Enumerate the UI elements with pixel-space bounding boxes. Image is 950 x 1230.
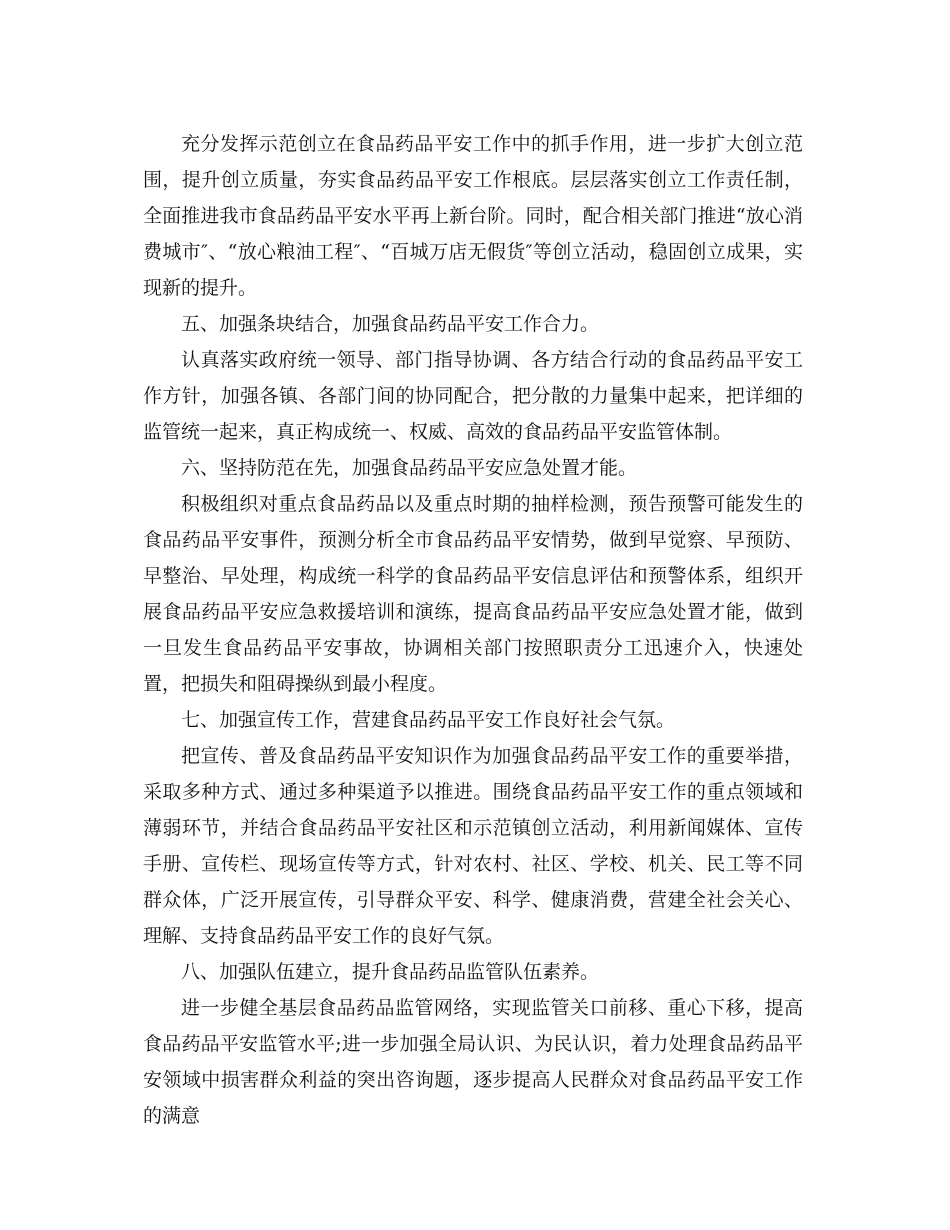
body-paragraph: 进一步健全基层食品药品监管网络，实现监管关口前移、重心下移，提高食品药品平安监管水平;进一步加强全局认识、为民认识，着力处理食品药品平安领域中损害群众利益的突出咨询题，逐步提高人民群众对食品药品平安工作的满意 xyxy=(143,997,803,1127)
section-heading-8: 八、加强队伍建立，提升食品药品监管队伍素养。 xyxy=(181,961,600,983)
document-page xyxy=(143,126,803,1134)
body-paragraph: 把宣传、普及食品药品平安知识作为加强食品药品平安工作的重要举措，采取多种方式、通过多种渠道予以推进。围绕食品药品平安工作的重点领域和薄弱环节，并结合食品药品平安社区和示范镇创立活动，利用新闻媒体、宣传手册、宣传栏、现场宣传等方式，针对农村、社区、学校、机关、民工等不同群众体，广泛开展宣传，引导群众平安、科学、健康消费，营建全社会关心、理解、支持食品药品平安工作的良好气氛。 xyxy=(143,745,803,947)
section-heading-5: 五、加强条块结合，加强食品药品平安工作合力。 xyxy=(181,313,600,335)
body-paragraph: 积极组织对重点食品药品以及重点时期的抽样检测，预告预警可能发生的食品药品平安事件，预测分析全市食品药品平安情势，做到早觉察、早预防、早整治、早处理，构成统一科学的食品药品平安信息评估和预警体系，组织开展食品药品平安应急救援培训和演练，提高食品药品平安应急处置才能，做到一旦发生食品药品平安事故，协调相关部门按照职责分工迅速介入，快速处置，把损失和阻碍操纵到最小程度。 xyxy=(143,493,803,695)
body-paragraph: 认真落实政府统一领导、部门指导协调、各方结合行动的食品药品平安工作方针，加强各镇、各部门间的协同配合，把分散的力量集中起来，把详细的监管统一起来，真正构成统一、权威、高效的食品药品平安监管体制。 xyxy=(143,349,803,443)
section-heading-6: 六、坚持防范在先，加强食品药品平安应急处置才能。 xyxy=(181,457,638,479)
section-heading-7: 七、加强宣传工作，营建食品药品平安工作良好社会气氛。 xyxy=(181,709,676,731)
body-paragraph: 充分发挥示范创立在食品药品平安工作中的抓手作用，进一步扩大创立范围，提升创立质量，夯实食品药品平安工作根底。层层落实创立工作责任制，全面推进我市食品药品平安水平再上新台阶。同时，配合相关部门推进“放心消费城市″、“放心粮油工程″、“百城万店无假货″等创立活动，稳固创立成果，实现新的提升。 xyxy=(143,133,803,299)
